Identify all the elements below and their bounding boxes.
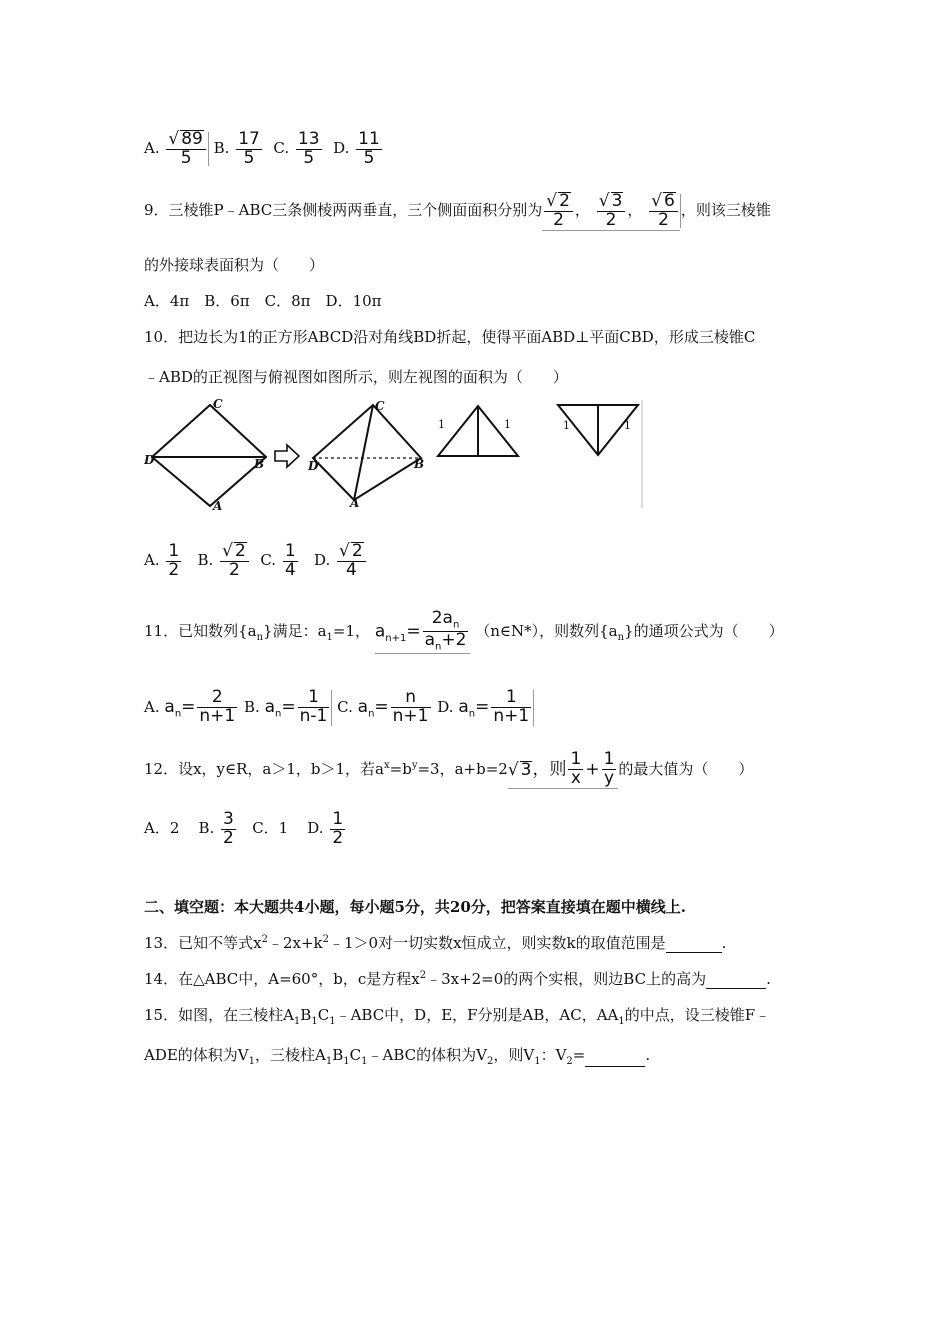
subscript: 1 bbox=[361, 1056, 368, 1067]
denominator: 5 bbox=[303, 147, 315, 168]
subscript: n bbox=[368, 708, 375, 720]
comma: ， bbox=[574, 201, 590, 219]
q9-text-end: ，则该三棱锥 bbox=[680, 201, 771, 219]
radicand: 2 bbox=[559, 191, 570, 212]
q12-text: 的最大值为（ ） bbox=[618, 760, 754, 778]
q15-text: 的中点，设三棱锥F﹣ bbox=[624, 1006, 771, 1024]
label-a2: A bbox=[350, 496, 360, 510]
divider bbox=[533, 690, 534, 726]
symbol-a: a bbox=[357, 697, 369, 717]
divider bbox=[331, 690, 332, 726]
q9-stem bbox=[144, 188, 771, 232]
numerator: 13 bbox=[297, 128, 320, 149]
q15-line2 bbox=[144, 1044, 650, 1067]
subscript: n bbox=[256, 632, 264, 643]
top-label-1-left: 1 bbox=[563, 419, 570, 432]
label-c: C bbox=[213, 398, 223, 411]
radicand: 6 bbox=[664, 191, 675, 212]
denominator: n+1 bbox=[392, 705, 429, 726]
subscript: 1 bbox=[293, 1016, 301, 1027]
q13-text: ﹣1＞0对一切实数x恒成立，则实数k的取值范围是 bbox=[328, 934, 666, 952]
numerator: 11 bbox=[358, 128, 380, 149]
q8-option-a-label: A. bbox=[144, 139, 160, 157]
denominator: 5 bbox=[363, 147, 375, 168]
radicand: 2 bbox=[351, 541, 363, 562]
arrow-icon bbox=[275, 445, 299, 467]
radicand: 3 bbox=[611, 191, 623, 212]
q10-figure bbox=[144, 398, 644, 510]
numerator: n bbox=[391, 689, 431, 708]
q11-text: 11．已知数列{a bbox=[144, 622, 257, 640]
q15-text: B bbox=[332, 1046, 344, 1064]
subscript: 1 bbox=[326, 632, 333, 643]
subscript: n bbox=[275, 708, 282, 720]
q12-option-c: C．1 bbox=[252, 819, 289, 837]
q14-text: 14．在△ABC中，A=60°，b，c是方程x bbox=[144, 970, 420, 988]
q11-option-d-label: D. bbox=[437, 698, 454, 716]
q9-frac-3: $\frac{√ 6}{2}$ bbox=[649, 192, 678, 230]
subscript: 1 bbox=[534, 1056, 541, 1067]
q12-text: =3，a+b=2 bbox=[417, 760, 508, 778]
q13-answer-blank[interactable] bbox=[666, 938, 722, 953]
q15-text: = bbox=[572, 1046, 586, 1064]
numerator: 1 bbox=[491, 689, 531, 708]
q12-text: 12．设x，y∈R，a＞1，b＞1，若a bbox=[144, 760, 384, 778]
q12-option-b-fraction bbox=[221, 808, 236, 848]
period: . bbox=[645, 1046, 651, 1064]
denominator: 2 bbox=[605, 210, 617, 230]
subscript: 1 bbox=[325, 1056, 333, 1067]
q10-option-c-fraction bbox=[283, 540, 298, 580]
q14-answer-blank[interactable] bbox=[706, 974, 766, 989]
q13-text: 13．已知不等式x bbox=[144, 934, 262, 952]
symbol-a: a bbox=[374, 621, 386, 642]
superscript: y bbox=[411, 760, 418, 771]
denominator: 2 bbox=[229, 560, 240, 580]
equals: = bbox=[406, 621, 421, 642]
radicand: 2 bbox=[234, 541, 246, 562]
q9-options: A．4π B．6π C．8π D．10π bbox=[144, 292, 382, 310]
q15-text: ：V bbox=[540, 1046, 567, 1064]
q12-option-b-label: B. bbox=[198, 819, 215, 837]
q11-option-c: $a_n=$ $\frac{n}{n+1}$ bbox=[357, 686, 429, 726]
comma: ， bbox=[627, 201, 643, 219]
label-a: A bbox=[213, 499, 223, 510]
label-d: D bbox=[144, 453, 155, 467]
q13 bbox=[144, 932, 726, 953]
q13-text: ﹣2x+k bbox=[267, 934, 323, 952]
subscript: 1 bbox=[329, 1016, 336, 1027]
superscript: 2 bbox=[322, 934, 329, 945]
tetrahedron bbox=[313, 405, 421, 500]
q11-option-a-label: A. bbox=[144, 698, 160, 716]
numerator: 2a bbox=[431, 608, 453, 629]
subscript: n bbox=[617, 632, 625, 643]
q11-option-b: $a_n=$ $\frac{1}{n-1}$ bbox=[264, 686, 328, 726]
subscript: 1 bbox=[311, 1016, 318, 1027]
period: . bbox=[721, 934, 727, 952]
q9-frac-2: $\frac{√ 3}{2}$ bbox=[597, 192, 626, 230]
q8-option-b-label: B. bbox=[213, 139, 230, 157]
label-b2: B bbox=[414, 457, 425, 471]
numerator: 1 bbox=[284, 540, 296, 561]
numerator: 17 bbox=[238, 128, 260, 149]
radicand: 89 bbox=[181, 129, 203, 150]
q10-option-a-label: A. bbox=[144, 551, 160, 569]
symbol-a: a bbox=[264, 697, 276, 717]
q15-text: 15．如图，在三棱柱A bbox=[144, 1006, 294, 1024]
denominator: 2 bbox=[553, 210, 564, 230]
q8-option-c-fraction bbox=[296, 128, 322, 168]
q11-option-b-label: B. bbox=[244, 698, 260, 716]
denominator: n-1 bbox=[299, 705, 328, 726]
q10-option-d-fraction: $\frac{√ 2}{4}$ bbox=[337, 542, 366, 580]
q12-option-d-label: D. bbox=[307, 819, 324, 837]
q15-text: ADE的体积为V bbox=[144, 1046, 249, 1064]
q12-option-d-fraction bbox=[330, 808, 345, 848]
subscript: 2 bbox=[566, 1056, 573, 1067]
q14 bbox=[144, 968, 771, 989]
denominator: n+1 bbox=[493, 705, 530, 726]
q11-option-c-label: C. bbox=[337, 698, 353, 716]
denominator: a bbox=[424, 630, 435, 650]
q9-text: 9．三棱锥P﹣ABC三条侧棱两两垂直，三个侧面面积分别为 bbox=[144, 201, 543, 219]
q11-option-a: $a_n=$ $\frac{2}{n+1}$ bbox=[164, 686, 236, 726]
subscript: 1 bbox=[618, 1016, 625, 1027]
q9-line2: 的外接球表面积为（ ） bbox=[144, 256, 325, 274]
q10-option-a-fraction bbox=[166, 540, 181, 580]
q10-option-d-label: D. bbox=[313, 551, 331, 569]
numerator: 1 bbox=[332, 808, 344, 829]
q11-text: }的通项公式为（ ） bbox=[624, 622, 784, 640]
q9-frac-1: $\frac{√ 2}{2}$ bbox=[544, 192, 573, 230]
q8-option-c-label: C. bbox=[273, 139, 290, 157]
front-label-1-right: 1 bbox=[504, 418, 511, 431]
denominator: 4 bbox=[284, 559, 296, 580]
divider bbox=[208, 132, 209, 166]
q11-text: =1， bbox=[332, 622, 371, 640]
subscript: 1 bbox=[343, 1056, 350, 1067]
q10-line2: ﹣ABD的正视图与俯视图如图所示，则左视图的面积为（ ） bbox=[144, 368, 568, 386]
subscript: 1 bbox=[248, 1056, 256, 1067]
q10-line1: 10．把边长为1的正方形ABCD沿对角线BD折起，使得平面ABD⊥平面CBD，形成三棱锥C bbox=[144, 328, 756, 346]
q11-text: （n∈N*），则数列{a bbox=[475, 622, 618, 640]
subscript: n bbox=[468, 708, 476, 720]
denominator: 5 bbox=[243, 147, 255, 168]
top-label-1-right: 1 bbox=[624, 419, 631, 432]
symbol-a: a bbox=[458, 697, 469, 717]
q12-options bbox=[144, 806, 347, 850]
q15-text: C bbox=[349, 1046, 362, 1064]
q15-text: ﹣ABC的体积为V bbox=[367, 1046, 487, 1064]
denominator: 2 bbox=[168, 559, 180, 580]
denominator: n+1 bbox=[199, 705, 236, 726]
q8-option-b-fraction bbox=[236, 128, 262, 168]
denominator: +2 bbox=[441, 630, 467, 650]
q15-text: C bbox=[317, 1006, 330, 1024]
q15-text: ，则V bbox=[493, 1046, 535, 1064]
q14-text: ﹣3x+2=0的两个实根，则边BC上的高为 bbox=[426, 970, 707, 988]
denominator: 4 bbox=[345, 560, 357, 580]
denominator: 2 bbox=[658, 210, 669, 230]
then: ，则 bbox=[532, 759, 567, 780]
q15-text: ，三棱柱A bbox=[255, 1046, 326, 1064]
numerator: 1 bbox=[603, 749, 615, 770]
q15-answer-blank[interactable] bbox=[585, 1052, 645, 1067]
period: . bbox=[766, 970, 771, 988]
q10-option-b-fraction: $\frac{√ 2}{2}$ bbox=[220, 542, 249, 580]
superscript: 2 bbox=[261, 934, 268, 945]
numerator: 1 bbox=[298, 689, 330, 708]
denominator: 5 bbox=[180, 148, 192, 168]
front-label-1-left: 1 bbox=[438, 418, 445, 431]
q11-text: }满足：a bbox=[263, 622, 327, 640]
folded-square bbox=[152, 405, 266, 506]
subscript: n bbox=[174, 708, 182, 720]
subscript: n bbox=[435, 641, 442, 653]
symbol-a: a bbox=[164, 697, 175, 717]
denominator: y bbox=[603, 768, 614, 788]
radicand: 3 bbox=[520, 759, 532, 780]
q8-option-d-label: D. bbox=[333, 139, 350, 157]
q8-options bbox=[144, 128, 384, 168]
subscript: n+1 bbox=[385, 632, 407, 644]
q8-option-d-fraction bbox=[356, 128, 382, 168]
q10-options bbox=[144, 538, 368, 582]
denominator: 2 bbox=[223, 827, 234, 848]
label-d2: D bbox=[308, 459, 319, 473]
numerator: 1 bbox=[570, 749, 582, 770]
subscript: n bbox=[452, 619, 460, 631]
q12-stem bbox=[144, 744, 753, 788]
q10-option-b-label: B. bbox=[197, 551, 214, 569]
superscript: 2 bbox=[419, 970, 427, 981]
plus: + bbox=[585, 759, 600, 780]
subscript: 2 bbox=[486, 1056, 494, 1067]
q12-text: =b bbox=[389, 760, 412, 778]
denominator: x bbox=[570, 768, 581, 788]
q11-options bbox=[144, 684, 534, 730]
q11-stem bbox=[144, 606, 784, 656]
q15-text: ﹣ABC中，D，E，F分别是AB，AC，AA bbox=[335, 1006, 619, 1024]
q12-option-a: A．2 bbox=[144, 819, 180, 837]
numerator: 1 bbox=[168, 540, 180, 561]
q8-option-a-fraction: $\frac{√ 89}{5}$ bbox=[166, 130, 205, 168]
q12-expression: √ 3，则 $\frac{1}{x}$ + $\frac{1}{y}$ bbox=[508, 751, 619, 789]
q15-text: B bbox=[300, 1006, 312, 1024]
label-b: B bbox=[254, 457, 265, 471]
numerator: 3 bbox=[223, 808, 234, 829]
label-c2: C bbox=[375, 399, 385, 413]
q11-option-d: $a_n=$ $\frac{1}{n+1}$ bbox=[458, 686, 530, 726]
q15-line1 bbox=[144, 1004, 770, 1027]
denominator: 2 bbox=[332, 827, 344, 848]
q10-option-c-label: C. bbox=[260, 551, 277, 569]
numerator: 2 bbox=[197, 689, 237, 708]
section-2-heading: 二、填空题：本大题共4小题，每小题5分，共20分，把答案直接填在题中横线上. bbox=[144, 898, 686, 916]
q11-recurrence bbox=[375, 610, 471, 654]
superscript: x bbox=[384, 760, 390, 771]
